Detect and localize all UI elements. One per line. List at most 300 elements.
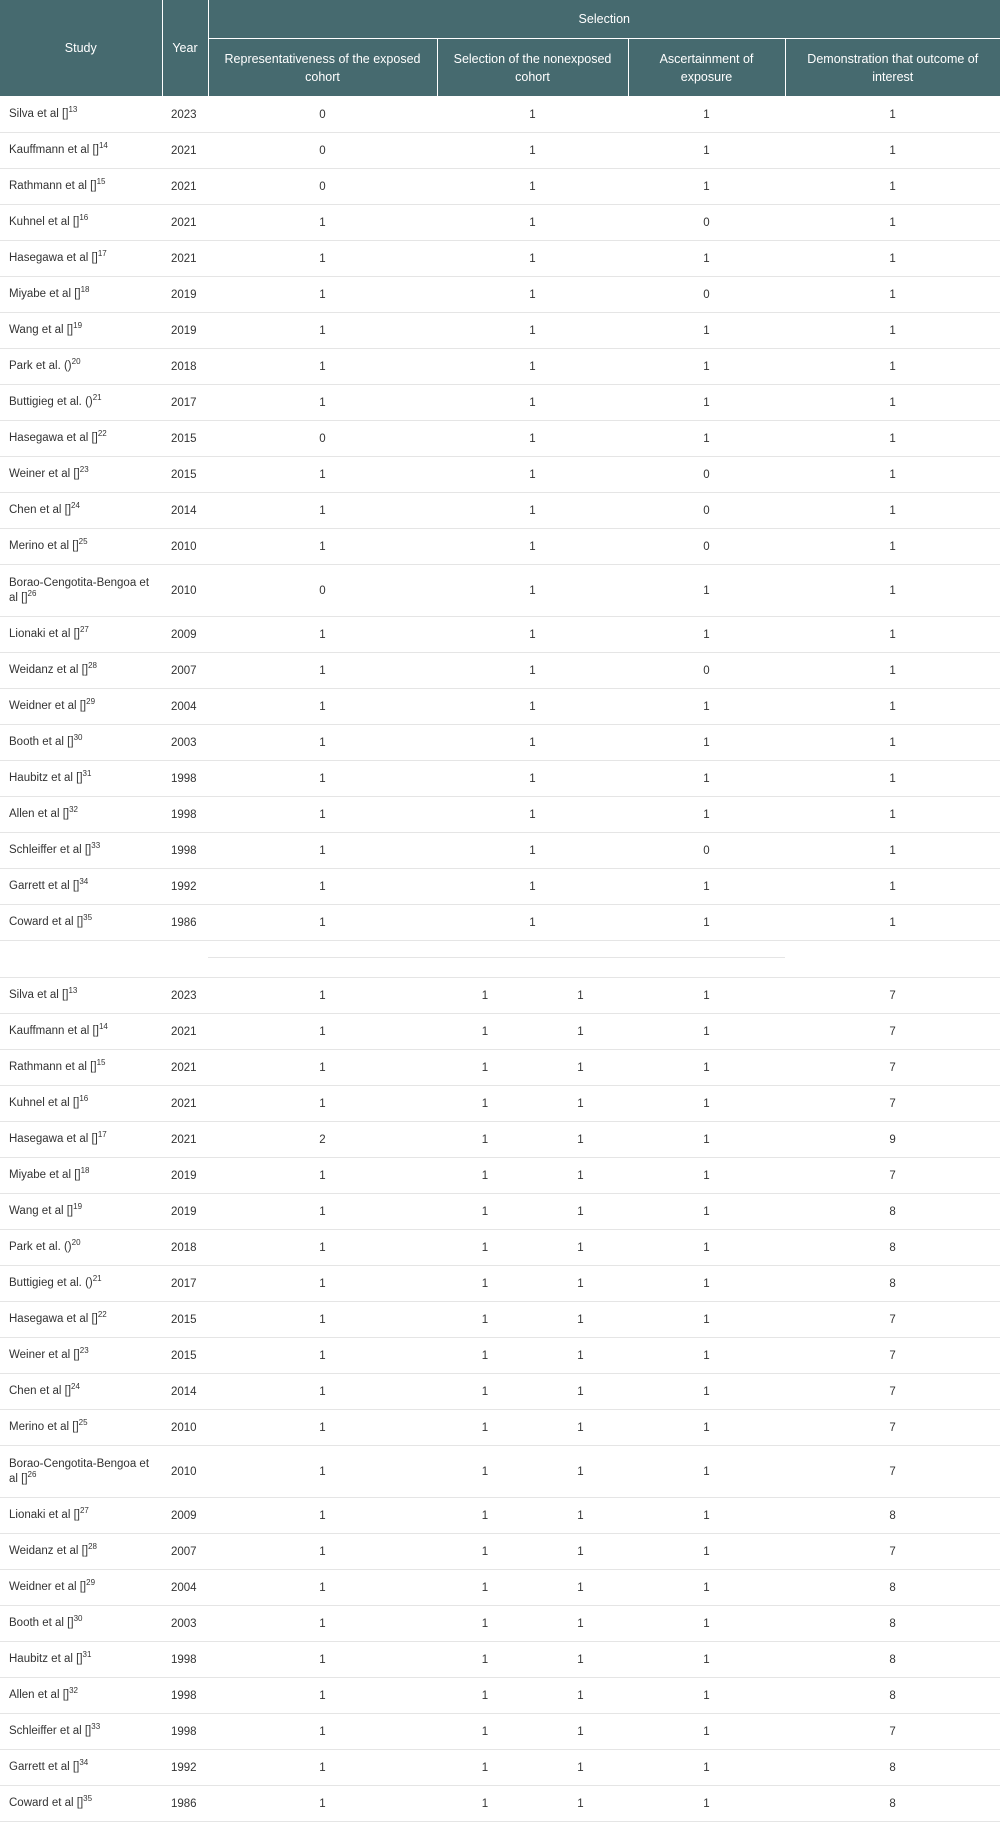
year-cell: 2015 — [162, 1338, 208, 1374]
study-cell — [0, 1302, 162, 1338]
year-cell: 1998 — [162, 761, 208, 797]
follow-up-adequacy-score: 1 — [628, 1086, 785, 1122]
reference-number: 13 — [68, 105, 78, 115]
study-name: Coward et al [] — [9, 1797, 84, 1809]
reference-number: 35 — [83, 1794, 93, 1804]
nonexposed-selection-score: 1 — [437, 493, 628, 529]
study-name: Weiner et al [] — [9, 468, 80, 480]
outcome-assessment-score: 1 — [437, 1570, 533, 1606]
outcome-demonstration-column-header: Demonstration that outcome of interest — [785, 39, 1000, 97]
study-name: Miyabe et al [] — [9, 288, 81, 300]
study-name: Weidner et al [] — [9, 700, 87, 712]
study-cell — [0, 1050, 162, 1086]
study-name: Kauffmann et al [] — [9, 1025, 99, 1037]
study-cell — [0, 457, 162, 493]
follow-up-length-score: 1 — [533, 1122, 628, 1158]
table-row — [0, 205, 1000, 241]
outcome-demonstration-score: 1 — [785, 653, 1000, 689]
year-cell: 2019 — [162, 1158, 208, 1194]
reference-number: 28 — [88, 661, 97, 671]
comparability-score: 1 — [208, 1750, 437, 1786]
year-cell: 2010 — [162, 1410, 208, 1446]
total-score: 8 — [785, 1498, 1000, 1534]
reference-number: 32 — [69, 1686, 78, 1696]
table-row — [0, 1230, 1000, 1266]
study-name: Kuhnel et al [] — [9, 216, 80, 228]
table-row — [0, 1410, 1000, 1446]
study-name: Park et al. () — [9, 360, 72, 372]
outcome-demonstration-score: 1 — [785, 457, 1000, 493]
table-row — [0, 1122, 1000, 1158]
follow-up-length-score: 1 — [533, 1194, 628, 1230]
follow-up-adequacy-score: 1 — [628, 1014, 785, 1050]
total-score: 7 — [785, 978, 1000, 1014]
table-row — [0, 617, 1000, 653]
outcome-demonstration-score: 1 — [785, 241, 1000, 277]
comparability-score: 1 — [208, 1158, 437, 1194]
table-row — [0, 1050, 1000, 1086]
ascertainment-column-header: Ascertainment of exposure — [628, 39, 785, 97]
representativeness-score: 0 — [208, 169, 437, 205]
table-row — [0, 385, 1000, 421]
outcome-demonstration-score: 1 — [785, 617, 1000, 653]
study-name: Booth et al [] — [9, 736, 74, 748]
study-name: Chen et al [] — [9, 504, 72, 516]
table-row — [0, 905, 1000, 941]
comparability-score: 1 — [208, 1230, 437, 1266]
year-cell: 1998 — [162, 1714, 208, 1750]
reference-number: 20 — [71, 1238, 81, 1248]
year-cell: 2021 — [162, 1014, 208, 1050]
table-row — [0, 529, 1000, 565]
study-name: Borao-Cengotita-Bengoa et al [] — [9, 576, 150, 604]
table-row — [0, 1338, 1000, 1374]
nonexposed-selection-score: 1 — [437, 797, 628, 833]
ascertainment-score: 1 — [628, 617, 785, 653]
reference-number: 23 — [79, 1346, 89, 1356]
study-name: Hasegawa et al [] — [9, 432, 98, 444]
total-score: 8 — [785, 1606, 1000, 1642]
study-cell — [0, 205, 162, 241]
reference-number: 27 — [79, 1506, 89, 1516]
follow-up-adequacy-score: 1 — [628, 1194, 785, 1230]
outcome-demonstration-score: 1 — [785, 169, 1000, 205]
study-cell — [0, 1122, 162, 1158]
study-name: Schleiffer et al [] — [9, 844, 92, 856]
outcome-demonstration-score: 1 — [785, 869, 1000, 905]
table-row — [0, 349, 1000, 385]
comparability-score: 1 — [208, 1534, 437, 1570]
reference-number: 17 — [97, 1130, 107, 1140]
total-score: 9 — [785, 1122, 1000, 1158]
reference-number: 21 — [92, 393, 102, 403]
outcome-assessment-score: 1 — [437, 1642, 533, 1678]
ascertainment-score: 1 — [628, 313, 785, 349]
total-score: 7 — [785, 1158, 1000, 1194]
study-name: Lionaki et al [] — [9, 1509, 80, 1521]
table-row — [0, 1642, 1000, 1678]
table-row — [0, 313, 1000, 349]
study-cell — [0, 1750, 162, 1786]
comparability-score: 1 — [208, 1606, 437, 1642]
nonexposed-selection-score: 1 — [437, 617, 628, 653]
study-cell — [0, 1338, 162, 1374]
representativeness-score: 1 — [208, 761, 437, 797]
study-name: Garrett et al [] — [9, 1761, 80, 1773]
table-row — [0, 797, 1000, 833]
study-cell — [0, 725, 162, 761]
comparability-score: 1 — [208, 1266, 437, 1302]
follow-up-adequacy-score: 1 — [628, 1122, 785, 1158]
year-cell: 2021 — [162, 133, 208, 169]
outcome-assessment-score: 1 — [437, 1266, 533, 1302]
nonexposed-selection-score: 1 — [437, 205, 628, 241]
outcome-assessment-score: 1 — [437, 1606, 533, 1642]
reference-number: 32 — [69, 805, 78, 815]
study-cell — [0, 1714, 162, 1750]
table-row — [0, 169, 1000, 205]
study-name: Park et al. () — [9, 1241, 72, 1253]
representativeness-score: 1 — [208, 205, 437, 241]
nonexposed-selection-score: 1 — [437, 565, 628, 617]
reference-number: 21 — [92, 1274, 102, 1284]
outcome-assessment-score: 1 — [437, 1230, 533, 1266]
study-cell — [0, 493, 162, 529]
study-name: Schleiffer et al [] — [9, 1725, 92, 1737]
study-name: Buttigieg et al. () — [9, 396, 93, 408]
study-cell — [0, 241, 162, 277]
ascertainment-score: 1 — [628, 97, 785, 133]
year-cell: 2021 — [162, 169, 208, 205]
year-cell: 2021 — [162, 241, 208, 277]
representativeness-score: 1 — [208, 689, 437, 725]
table-row — [0, 1714, 1000, 1750]
reference-number: 23 — [79, 465, 89, 475]
year-cell: 2018 — [162, 349, 208, 385]
ascertainment-score: 1 — [628, 241, 785, 277]
comparability-score: 1 — [208, 1642, 437, 1678]
outcome-assessment-score: 1 — [437, 1050, 533, 1086]
year-cell: 2019 — [162, 1194, 208, 1230]
total-score: 8 — [785, 1786, 1000, 1822]
follow-up-length-score: 1 — [533, 978, 628, 1014]
reference-number: 30 — [73, 1614, 83, 1624]
table-header — [0, 0, 1000, 97]
comparability-score: 1 — [208, 1714, 437, 1750]
study-name: Weidanz et al [] — [9, 1545, 89, 1557]
outcome-demonstration-score: 1 — [785, 133, 1000, 169]
year-cell: 2009 — [162, 617, 208, 653]
nonexposed-selection-score: 1 — [437, 349, 628, 385]
outcome-demonstration-score: 1 — [785, 385, 1000, 421]
total-score: 8 — [785, 1230, 1000, 1266]
outcome-demonstration-score: 1 — [785, 725, 1000, 761]
year-cell: 2014 — [162, 493, 208, 529]
section-divider — [0, 941, 1000, 978]
study-cell — [0, 1446, 162, 1498]
total-score: 8 — [785, 1570, 1000, 1606]
year-cell: 2018 — [162, 1230, 208, 1266]
table-row — [0, 1606, 1000, 1642]
study-cell — [0, 1410, 162, 1446]
follow-up-length-score: 1 — [533, 1606, 628, 1642]
nonexposed-selection-score: 1 — [437, 277, 628, 313]
study-cell — [0, 905, 162, 941]
study-name: Kauffmann et al [] — [9, 144, 99, 156]
study-cell — [0, 313, 162, 349]
follow-up-length-score: 1 — [533, 1158, 628, 1194]
nonexposed-selection-score: 1 — [437, 761, 628, 797]
comparability-score: 1 — [208, 1374, 437, 1410]
reference-number: 33 — [91, 1722, 101, 1732]
follow-up-adequacy-score: 1 — [628, 1230, 785, 1266]
reference-number: 19 — [73, 1202, 83, 1212]
study-cell — [0, 421, 162, 457]
total-score: 7 — [785, 1534, 1000, 1570]
study-name: Hasegawa et al [] — [9, 252, 98, 264]
outcome-assessment-score: 1 — [437, 1714, 533, 1750]
outcome-assessment-score: 1 — [437, 1446, 533, 1498]
reference-number: 15 — [96, 1058, 106, 1068]
representativeness-score: 1 — [208, 241, 437, 277]
comparability-score: 1 — [208, 1678, 437, 1714]
nonexposed-selection-column-header: Selection of the nonexposed cohort — [437, 39, 628, 97]
table-row — [0, 1498, 1000, 1534]
reference-number: 18 — [80, 1166, 90, 1176]
year-cell: 2010 — [162, 529, 208, 565]
representativeness-score: 1 — [208, 385, 437, 421]
table-row — [0, 421, 1000, 457]
table-row — [0, 1446, 1000, 1498]
representativeness-column-header: Representativeness of the exposed cohort — [208, 39, 437, 97]
outcome-assessment-score: 1 — [437, 1750, 533, 1786]
year-cell: 2003 — [162, 725, 208, 761]
table-row — [0, 1158, 1000, 1194]
table-row — [0, 1678, 1000, 1714]
total-score: 8 — [785, 1266, 1000, 1302]
comparability-score: 2 — [208, 1122, 437, 1158]
follow-up-length-score: 1 — [533, 1570, 628, 1606]
comparability-score: 1 — [208, 1410, 437, 1446]
study-name: Miyabe et al [] — [9, 1169, 81, 1181]
study-cell — [0, 1678, 162, 1714]
outcome-demonstration-score: 1 — [785, 761, 1000, 797]
ascertainment-score: 0 — [628, 277, 785, 313]
study-cell — [0, 1642, 162, 1678]
outcome-assessment-score: 1 — [437, 1014, 533, 1050]
year-cell: 2019 — [162, 277, 208, 313]
year-cell: 2017 — [162, 385, 208, 421]
total-score: 7 — [785, 1714, 1000, 1750]
nonexposed-selection-score: 1 — [437, 725, 628, 761]
year-cell: 2021 — [162, 1086, 208, 1122]
reference-number: 15 — [96, 177, 106, 187]
outcome-demonstration-score: 1 — [785, 905, 1000, 941]
study-cell — [0, 97, 162, 133]
year-cell: 2014 — [162, 1374, 208, 1410]
study-cell — [0, 869, 162, 905]
outcome-assessment-score: 1 — [437, 1158, 533, 1194]
nonexposed-selection-score: 1 — [437, 313, 628, 349]
follow-up-length-score: 1 — [533, 1050, 628, 1086]
follow-up-adequacy-score: 1 — [628, 1714, 785, 1750]
study-name: Weidanz et al [] — [9, 664, 89, 676]
study-cell — [0, 1266, 162, 1302]
study-cell — [0, 529, 162, 565]
year-cell: 2010 — [162, 1446, 208, 1498]
reference-number: 35 — [83, 913, 93, 923]
reference-number: 34 — [79, 877, 89, 887]
outcome-assessment-score: 1 — [437, 1534, 533, 1570]
nonexposed-selection-score: 1 — [437, 869, 628, 905]
representativeness-score: 1 — [208, 349, 437, 385]
study-cell — [0, 761, 162, 797]
comparability-score: 1 — [208, 1194, 437, 1230]
table-row — [0, 1374, 1000, 1410]
table-row — [0, 833, 1000, 869]
year-cell: 1998 — [162, 1678, 208, 1714]
reference-number: 29 — [86, 697, 96, 707]
study-cell — [0, 133, 162, 169]
selection-section — [0, 97, 1000, 941]
table-row — [0, 1266, 1000, 1302]
year-cell: 1986 — [162, 905, 208, 941]
reference-number: 33 — [91, 841, 101, 851]
nonexposed-selection-score: 1 — [437, 653, 628, 689]
representativeness-score: 1 — [208, 869, 437, 905]
reference-number: 16 — [79, 213, 89, 223]
ascertainment-score: 1 — [628, 725, 785, 761]
outcome-assessment-score: 1 — [437, 1786, 533, 1822]
follow-up-length-score: 1 — [533, 1678, 628, 1714]
study-name: Garrett et al [] — [9, 880, 80, 892]
outcome-assessment-score: 1 — [437, 1678, 533, 1714]
outcome-demonstration-score: 1 — [785, 797, 1000, 833]
reference-number: 29 — [86, 1578, 96, 1588]
outcome-assessment-score: 1 — [437, 1086, 533, 1122]
study-cell — [0, 833, 162, 869]
reference-number: 19 — [73, 321, 83, 331]
year-cell: 2019 — [162, 313, 208, 349]
table-row — [0, 689, 1000, 725]
follow-up-adequacy-score: 1 — [628, 978, 785, 1014]
comparability-score: 1 — [208, 978, 437, 1014]
ascertainment-score: 0 — [628, 493, 785, 529]
ascertainment-score: 0 — [628, 833, 785, 869]
reference-number: 17 — [97, 249, 107, 259]
study-cell — [0, 565, 162, 617]
study-name: Chen et al [] — [9, 1385, 72, 1397]
study-name: Merino et al [] — [9, 540, 79, 552]
follow-up-length-score: 1 — [533, 1014, 628, 1050]
year-cell: 2007 — [162, 653, 208, 689]
study-cell — [0, 1086, 162, 1122]
representativeness-score: 1 — [208, 313, 437, 349]
follow-up-adequacy-score: 1 — [628, 1750, 785, 1786]
outcome-assessment-score: 1 — [437, 1302, 533, 1338]
follow-up-adequacy-score: 1 — [628, 1446, 785, 1498]
study-cell — [0, 797, 162, 833]
table-row — [0, 869, 1000, 905]
year-cell: 2023 — [162, 978, 208, 1014]
year-cell: 1998 — [162, 833, 208, 869]
total-score: 8 — [785, 1750, 1000, 1786]
comparability-outcome-section — [0, 978, 1000, 1822]
table-row — [0, 1194, 1000, 1230]
total-score: 7 — [785, 1374, 1000, 1410]
total-score: 7 — [785, 1410, 1000, 1446]
follow-up-adequacy-score: 1 — [628, 1050, 785, 1086]
study-cell — [0, 1230, 162, 1266]
table-row — [0, 1302, 1000, 1338]
year-cell: 1998 — [162, 797, 208, 833]
year-cell: 2007 — [162, 1534, 208, 1570]
representativeness-score: 0 — [208, 421, 437, 457]
representativeness-score: 1 — [208, 277, 437, 313]
study-cell — [0, 277, 162, 313]
study-name: Weidner et al [] — [9, 1581, 87, 1593]
outcome-demonstration-score: 1 — [785, 833, 1000, 869]
follow-up-adequacy-score: 1 — [628, 1786, 785, 1822]
study-name: Hasegawa et al [] — [9, 1133, 98, 1145]
representativeness-score: 0 — [208, 97, 437, 133]
year-cell: 2010 — [162, 565, 208, 617]
reference-number: 22 — [97, 1310, 107, 1320]
year-cell: 2015 — [162, 1302, 208, 1338]
table-row — [0, 761, 1000, 797]
outcome-assessment-score: 1 — [437, 978, 533, 1014]
reference-number: 25 — [78, 1418, 88, 1428]
year-cell: 2021 — [162, 1050, 208, 1086]
ascertainment-score: 1 — [628, 565, 785, 617]
follow-up-adequacy-score: 1 — [628, 1302, 785, 1338]
follow-up-length-score: 1 — [533, 1534, 628, 1570]
ascertainment-score: 1 — [628, 169, 785, 205]
year-cell: 2009 — [162, 1498, 208, 1534]
reference-number: 14 — [98, 1022, 108, 1032]
table-row — [0, 1786, 1000, 1822]
outcome-assessment-score: 1 — [437, 1498, 533, 1534]
ascertainment-score: 0 — [628, 457, 785, 493]
follow-up-length-score: 1 — [533, 1266, 628, 1302]
reference-number: 18 — [80, 285, 90, 295]
reference-number: 34 — [79, 1758, 89, 1768]
reference-number: 14 — [98, 141, 108, 151]
nonexposed-selection-score: 1 — [437, 169, 628, 205]
study-cell — [0, 689, 162, 725]
study-name: Buttigieg et al. () — [9, 1277, 93, 1289]
study-name: Silva et al [] — [9, 108, 69, 120]
table-row — [0, 241, 1000, 277]
study-name: Rathmann et al [] — [9, 180, 97, 192]
comparability-score: 1 — [208, 1086, 437, 1122]
outcome-demonstration-score: 1 — [785, 349, 1000, 385]
table-row — [0, 1014, 1000, 1050]
nonexposed-selection-score: 1 — [437, 97, 628, 133]
follow-up-length-score: 1 — [533, 1410, 628, 1446]
selection-group-header: Selection — [208, 0, 1000, 39]
nonexposed-selection-score: 1 — [437, 529, 628, 565]
table-row — [0, 725, 1000, 761]
ascertainment-score: 1 — [628, 385, 785, 421]
table-row — [0, 1750, 1000, 1786]
ascertainment-score: 1 — [628, 905, 785, 941]
representativeness-score: 0 — [208, 565, 437, 617]
ascertainment-score: 0 — [628, 529, 785, 565]
table-row — [0, 493, 1000, 529]
representativeness-score: 0 — [208, 133, 437, 169]
table-row — [0, 1570, 1000, 1606]
